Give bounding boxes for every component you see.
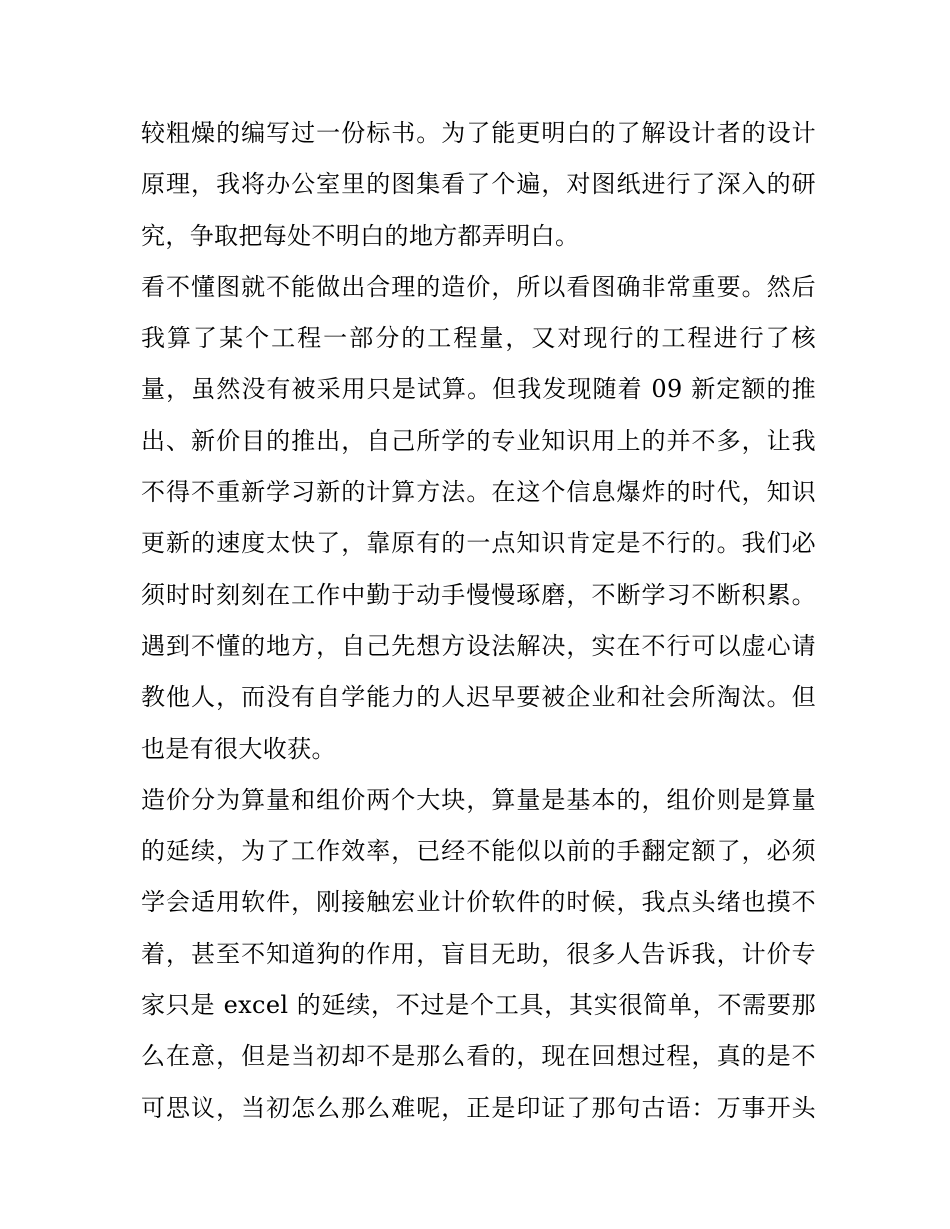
text-line: 不得不重新学习新的计算方法。在这个信息爆炸的时代，知识 xyxy=(141,478,816,507)
text-line: 我算了某个工程一部分的工程量，又对现行的工程进行了核 xyxy=(141,324,816,353)
text-line: 看不懂图就不能做出合理的造价，所以看图确非常重要。然后 xyxy=(141,272,816,301)
text-line: 遇到不懂的地方，自己先想方设法解决，实在不行可以虚心请 xyxy=(141,631,816,660)
text-line: 更新的速度太快了，靠原有的一点知识肯定是不行的。我们必 xyxy=(141,529,816,558)
text-line: 家只是 excel 的延续，不过是个工具，其实很简单，不需要那 xyxy=(141,991,816,1020)
text-line: 么在意，但是当初却不是那么看的，现在回想过程，真的是不 xyxy=(141,1042,816,1071)
text-line: 可思议，当初怎么那么难呢，正是印证了那句古语：万事开头 xyxy=(141,1093,816,1122)
text-line: 造价分为算量和组价两个大块，算量是基本的，组价则是算量 xyxy=(141,785,816,814)
text-line: 也是有很大收获。 xyxy=(141,734,336,763)
body-text xyxy=(141,108,816,1134)
text-line: 较粗燥的编写过一份标书。为了能更明白的了解设计者的设计 xyxy=(141,119,816,147)
text-line: 量，虽然没有被采用只是试算。但我发现随着 09 新定额的推 xyxy=(141,375,816,404)
text-line: 着，甚至不知道狗的作用，盲目无助，很多人告诉我，计价专 xyxy=(141,939,816,968)
text-line: 的延续，为了工作效率，已经不能似以前的手翻定额了，必须 xyxy=(141,837,816,866)
text-line: 教他人，而没有自学能力的人迟早要被企业和社会所淘汰。但 xyxy=(141,683,816,712)
text-line: 出、新价目的推出，自己所学的专业知识用上的并不多，让我 xyxy=(141,426,816,455)
text-line: 究，争取把每处不明白的地方都弄明白。 xyxy=(141,221,580,250)
text-line: 须时时刻刻在工作中勤于动手慢慢琢磨，不断学习不断积累。 xyxy=(141,580,816,609)
text-line: 原理，我将办公室里的图集看了个遍，对图纸进行了深入的研 xyxy=(141,170,816,199)
text-line: 学会适用软件，刚接触宏业计价软件的时候，我点头绪也摸不 xyxy=(141,888,816,917)
